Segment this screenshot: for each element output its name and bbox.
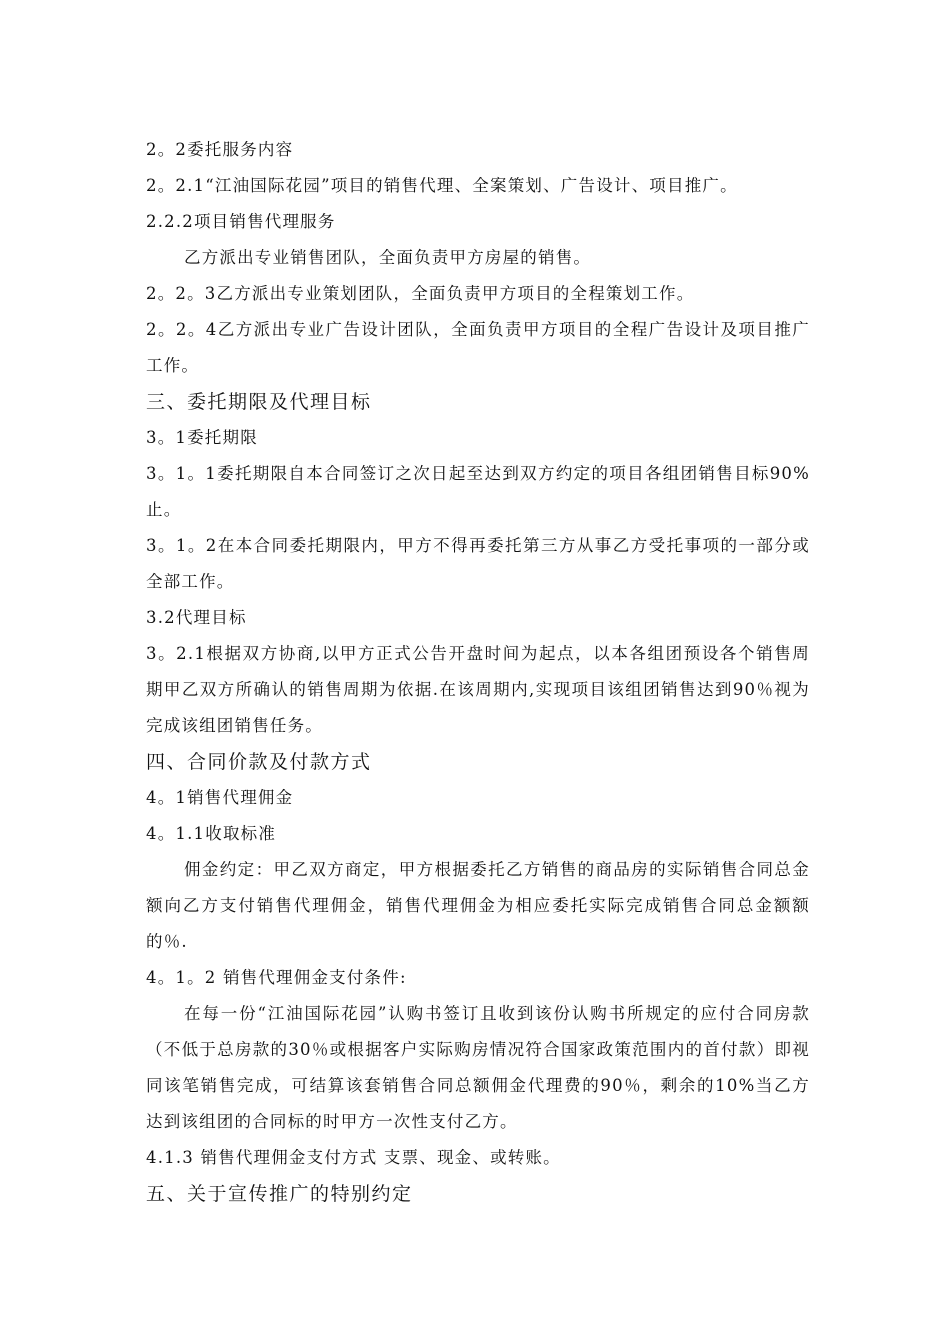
clause-4-1-2-body: 在每一份“江油国际花园”认购书签订且收到该份认购书所规定的应付合同房款（不低于总房款的30％或根据客户实际购房情况符合国家政策范围内的首付款）即视同该笔销售完成，可结算该套销售合同总额佣金代理费的90％，剩余的10%当乙方达到该组团的合同标的时甲方一次性支付乙方。 bbox=[146, 1004, 810, 1131]
clause-2-2-1: 2。2.1“江油国际花园”项目的销售代理、全案策划、广告设计、项目推广。 bbox=[146, 176, 738, 195]
clause-3-2: 3.2代理目标 bbox=[146, 608, 247, 627]
clause-4-1-1-body: 佣金约定：甲乙双方商定，甲方根据委托乙方销售的商品房的实际销售合同总金额向乙方支付销售代理佣金，销售代理佣金为相应委托实际完成销售合同总金额额的％. bbox=[146, 860, 810, 951]
clause-4-1: 4。1销售代理佣金 bbox=[146, 788, 294, 807]
document-body bbox=[146, 132, 810, 1212]
clause-3-1: 3。1委托期限 bbox=[146, 428, 258, 447]
clause-2-2-2: 2.2.2项目销售代理服务 bbox=[146, 212, 336, 231]
clause-3-2-1: 3。2.1根据双方协商,以甲方正式公告开盘时间为起点，以本各组团预设各个销售周期甲乙双方所确认的销售周期为依据.在该周期内,实现项目该组团销售达到90％视为完成该组团销售任务。 bbox=[146, 644, 810, 735]
clause-4-1-2: 4。1。2 销售代理佣金支付条件: bbox=[146, 968, 407, 987]
clause-2-2-3: 2。2。3乙方派出专业策划团队，全面负责甲方项目的全程策划工作。 bbox=[146, 284, 695, 303]
clause-2-2-2-body: 乙方派出专业销售团队，全面负责甲方房屋的销售。 bbox=[184, 248, 592, 267]
clause-4-1-1: 4。1.1收取标准 bbox=[146, 824, 277, 843]
clause-3-1-1: 3。1。1委托期限自本合同签订之次日起至达到双方约定的项目各组团销售目标90%止。 bbox=[146, 464, 810, 519]
section-heading-5: 五、关于宣传推广的特别约定 bbox=[146, 1183, 413, 1205]
clause-3-1-2: 3。1。2在本合同委托期限内，甲方不得再委托第三方从事乙方受托事项的一部分或全部工作。 bbox=[146, 536, 810, 591]
section-heading-4: 四、合同价款及付款方式 bbox=[146, 751, 372, 773]
section-heading-3: 三、委托期限及代理目标 bbox=[146, 391, 372, 413]
clause-4-1-3: 4.1.3 销售代理佣金支付方式 支票、现金、或转账。 bbox=[146, 1148, 561, 1167]
clause-2-2-4: 2。2。4乙方派出专业广告设计团队，全面负责甲方项目的全程广告设计及项目推广工作。 bbox=[146, 320, 810, 375]
clause-2-2: 2。2委托服务内容 bbox=[146, 140, 294, 159]
